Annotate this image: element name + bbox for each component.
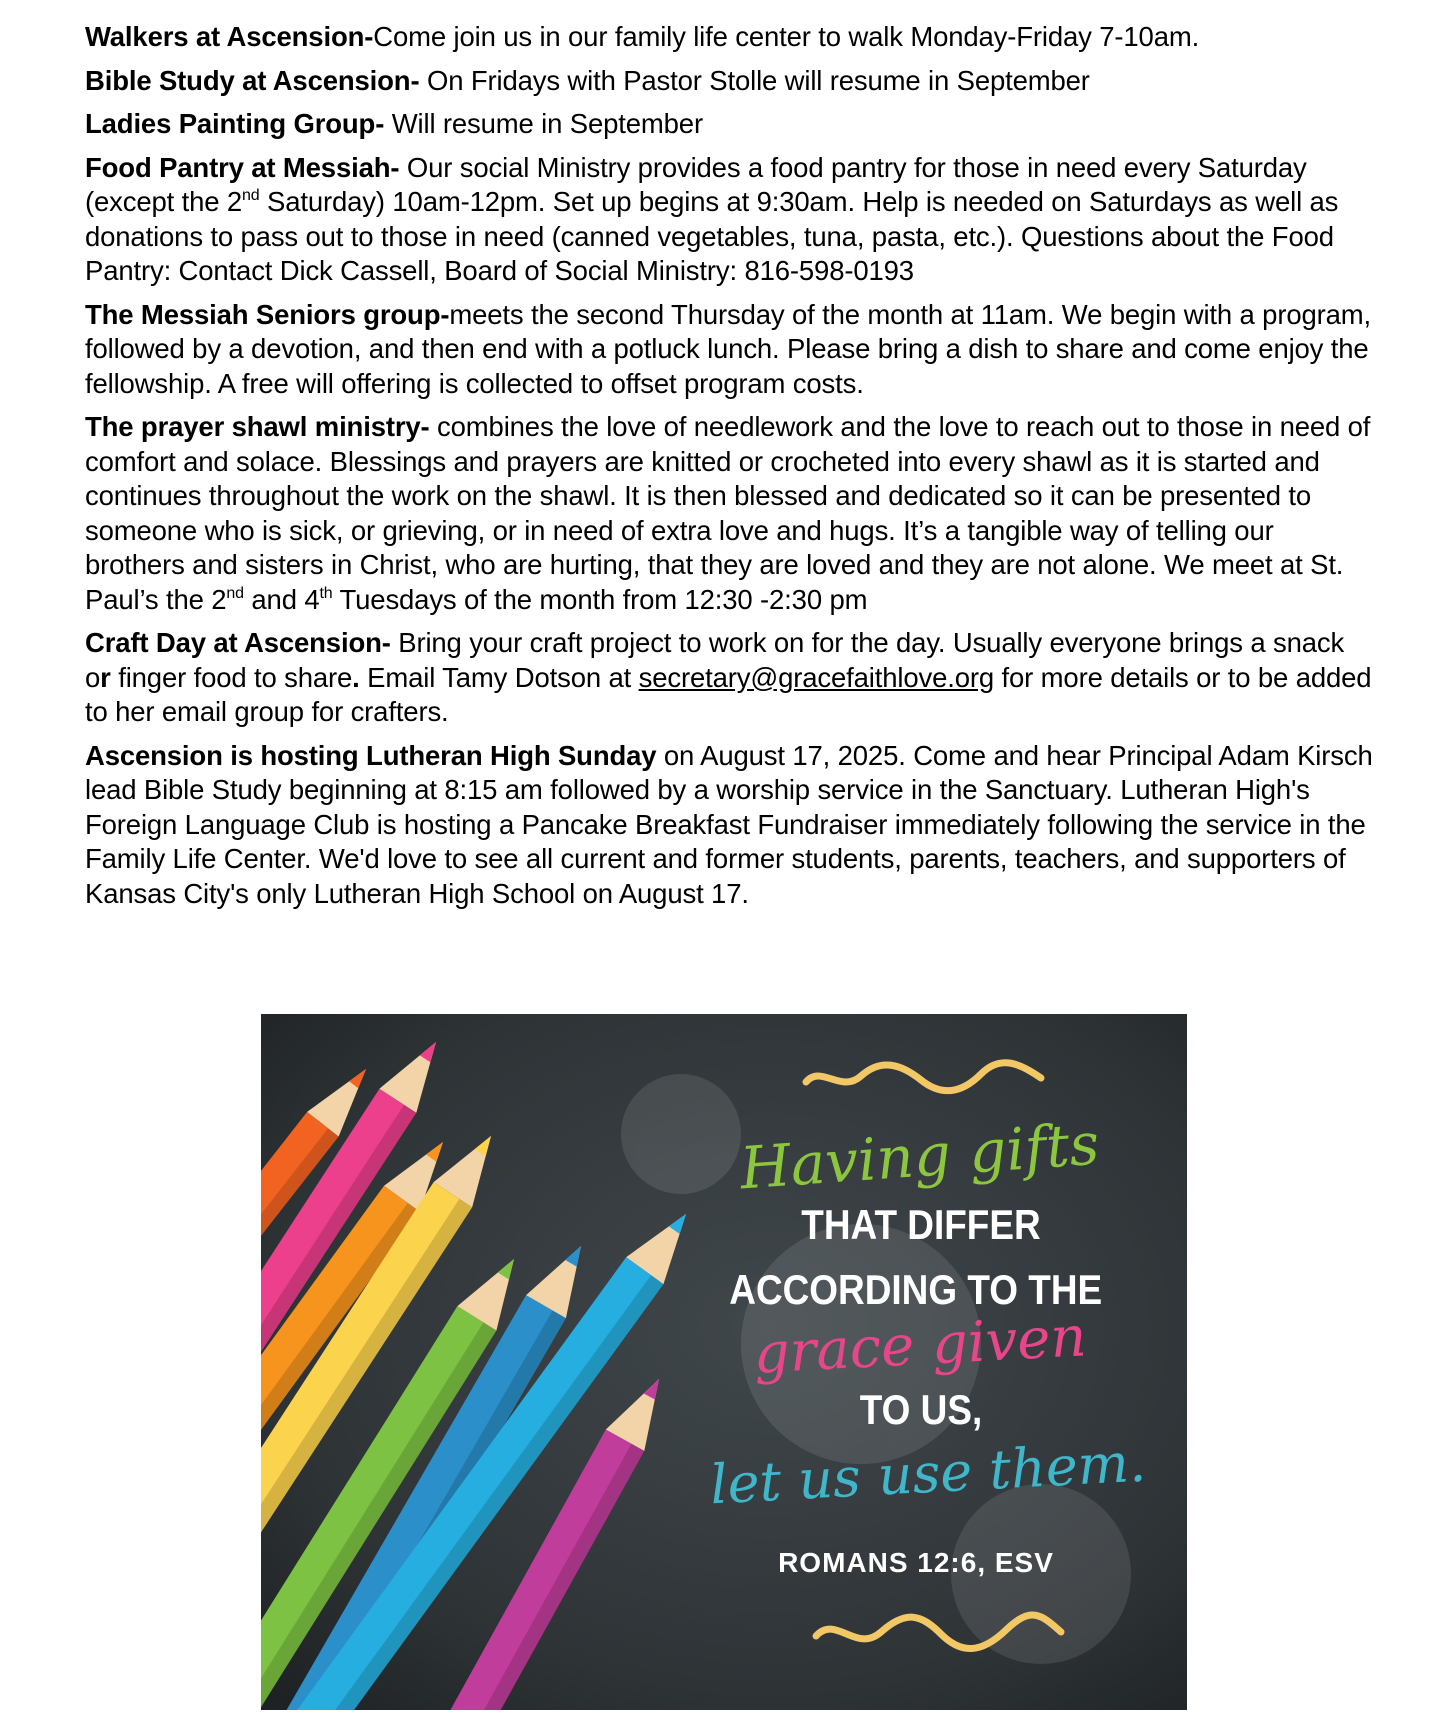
announcement-title: Craft Day at Ascension	[85, 627, 382, 658]
announcement-title: Walkers at Ascension	[85, 21, 365, 52]
announcement-text: Will resume in September	[391, 108, 703, 139]
verse-line-5: TO US,	[859, 1386, 983, 1434]
announcement-title: The prayer shawl ministry	[85, 411, 421, 442]
announcement-text: meets the second Thursday of the month at 11am. We begin with a program, followed by a devotion, and then end with a potluck lunch. Please bring a dish to share and come enjoy the fellowship. A free will offering is collected to offset program costs.	[85, 298, 1372, 399]
craft-day-announcement: Craft Day at Ascension- Bring your craft project to work on for the day. Usually everyone brings a snack or finger food to share. Email Tamy Dotson at secretary@gracefaithlove.org for more details or to be added to her email group for crafters.	[85, 627, 1372, 727]
verse-line-1: Having gifts	[737, 1109, 1102, 1203]
announcement-text: on August 17, 2025. Come and hear Principal Adam Kirsch lead Bible Study beginning at 8:15 am followed by a worship service in the Sanctuary. Lutheran High's Foreign Language Club is hosting a Pancake Breakfast Fundraiser immediately following the service in the Family Life Center. We'd love to see all current and former students, parents, teachers, and supporters of Kansas City's only Lutheran High School on August 17.	[85, 739, 1373, 909]
bible-study-announcement: Bible Study at Ascension- On Fridays with Pastor Stolle will resume in September	[85, 64, 1090, 96]
walkers-announcement: Walkers at Ascension-Come join us in our family life center to walk Monday-Friday 7-10am.	[85, 21, 1200, 52]
verse-line-2: THAT DIFFER	[801, 1201, 1041, 1249]
seniors-group-announcement: The Messiah Seniors group-meets the second Thursday of the month at 11am. We begin with a program, followed by a devotion, and then end with a potluck lunch. Please bring a dish to share and come enjoy the fellowship. A free will offering is collected to offset program costs.	[85, 298, 1372, 399]
announcement-text: for more details or to be added to her email group for crafters.	[85, 661, 1372, 727]
announcement-text: and 4	[243, 583, 320, 615]
announcement-text: Our social Ministry provides a food pantry for those in need every Saturday (except the 2	[85, 151, 1307, 217]
painting-group-announcement: Ladies Painting Group- Will resume in September	[85, 108, 703, 139]
announcement-text: Saturday) 10am-12pm. Set up begins at 9:30am. Help is needed on Saturdays as well as donations to pass out to those in need (canned vegetables, tuna, pasta, etc.). Questions about the Food Pantry: Contact Dick Cassell, Board of Social Ministry: 816-598-0193	[85, 186, 1339, 286]
announcement-text: finger food to share	[110, 661, 353, 693]
announcement-title: Bible Study at Ascension	[85, 64, 411, 96]
verse-line-6: let us use them.	[708, 1430, 1148, 1517]
bulletin-page	[85, 20, 1375, 920]
food-pantry-announcement: Food Pantry at Messiah- Our social Ministry provides a food pantry for those in need every Saturday (except the 2nd Saturday) 10am-12pm. Set up begins at 9:30am. Help is needed on Saturdays as well as donations to pass out to those in need (canned vegetables, tuna, pasta, etc.). Questions about the Food Pantry: Contact Dick Cassell, Board of Social Ministry: 816-598-0193	[85, 151, 1339, 286]
verse-line-3: ACCORDING TO THE	[729, 1266, 1103, 1314]
announcement-text: Bring your craft project to work on for the day. Usually everyone brings a snack o	[85, 627, 1345, 693]
announcement-text: Email Tamy Dotson at	[359, 661, 639, 693]
announcement-title: Food Pantry at Messiah	[85, 151, 391, 183]
announcement-text: On Fridays with Pastor Stolle will resume in September	[426, 64, 1090, 96]
lutheran-high-announcement	[85, 739, 1375, 912]
scripture-poster	[261, 1014, 1187, 1710]
announcement-title: The Messiah Seniors group	[85, 298, 441, 330]
email-link[interactable]: secretary@gracefaithlove.org	[638, 661, 995, 693]
announcement-text: Tuesdays of the month from 12:30 -2:30 pm	[332, 583, 868, 615]
verse-reference: ROMANS 12:6, ESV	[778, 1547, 1054, 1578]
announcement-title: Ladies Painting Group	[85, 108, 376, 139]
announcement-text: Come join us in our family life center to walk Monday-Friday 7-10am.	[373, 21, 1200, 52]
prayer-shawl-announcement: The prayer shawl ministry- combines the love of needlework and the love to reach out to those in need of comfort and solace. Blessings and prayers are knitted or crocheted into every shawl as it is started and continues throughout the work on the shawl. It is then blessed and dedicated so it can be presented to someone who is sick, or grieving, or in need of extra love and hugs. It’s a tangible way of telling our brothers and sisters in Christ, who are hurting, that they are loved and they are not alone. We meet at St. Paul’s the 2nd and 4th Tuesdays of the month from 12:30 -2:30 pm	[85, 411, 1371, 615]
announcement-text: combines the love of needlework and the love to reach out to those in need of comfort and solace. Blessings and prayers are knitted or crocheted into every shawl as it is started and continues throughout the work on the shawl. It is then blessed and dedicated so it can be presented to someone who is sick, or grieving, or in need of extra love and hugs. It’s a tangible way of telling our brothers and sisters in Christ, who are hurting, that they are loved and they are not alone. We meet at St. Paul’s the 2	[85, 411, 1371, 615]
verse-line-4: grace given	[752, 1304, 1088, 1387]
announcement-title: Ascension is hosting Lutheran High Sunday	[85, 739, 657, 771]
